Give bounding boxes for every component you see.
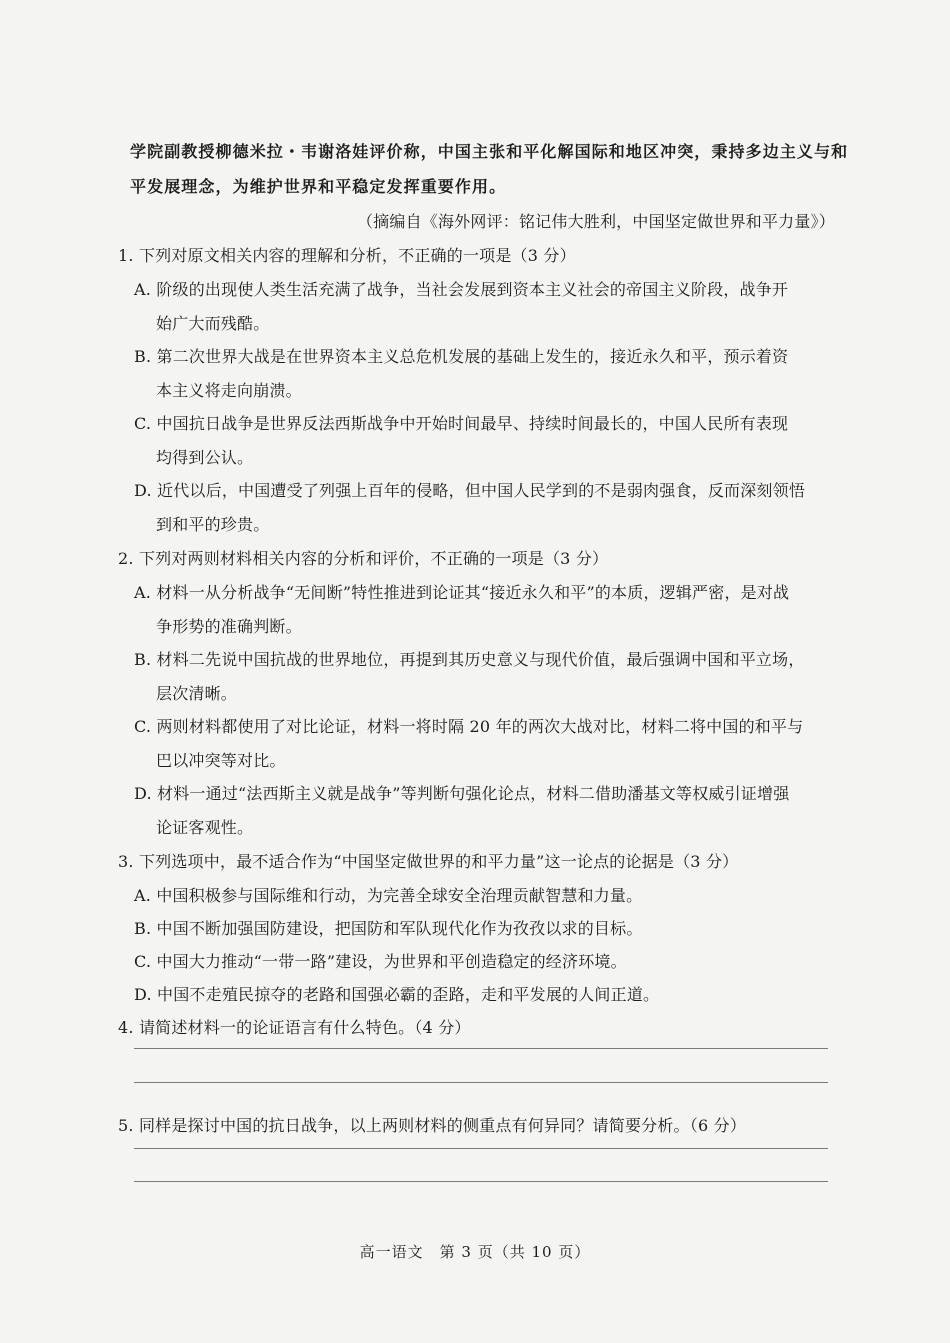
- question-5-stem: 5. 同样是探讨中国的抗日战争，以上两则材料的侧重点有何异同？请简要分析。（6 分）: [118, 1116, 747, 1135]
- q2-option-a: A. 材料一从分析战争“无间断”特性推进到论证其“接近永久和平”的本质，逻辑严密，是对战: [134, 583, 790, 602]
- question-1-stem: 1. 下列对原文相关内容的理解和分析，不正确的一项是（3 分）: [118, 246, 576, 265]
- answer-line-q4-2[interactable]: [134, 1082, 828, 1083]
- page-footer: 高一语文 第 3 页（共 10 页）: [359, 1243, 591, 1261]
- q3-option-d: D. 中国不走殖民掠夺的老路和国强必霸的歪路，走和平发展的人间正道。: [134, 985, 660, 1004]
- question-4-stem: 4. 请简述材料一的论证语言有什么特色。（4 分）: [118, 1018, 471, 1037]
- answer-line-q4-1[interactable]: [134, 1048, 828, 1049]
- intro-line-1: 学院副教授柳德米拉・韦谢洛娃评价称，中国主张和平化解国际和地区冲突，秉持多边主义与和: [130, 142, 849, 161]
- q2-option-b: B. 材料二先说中国抗战的世界地位，再提到其历史意义与现代价值，最后强调中国和平立场，: [134, 650, 805, 669]
- q1-option-d: D. 近代以后，中国遭受了列强上百年的侵略，但中国人民学到的不是弱肉强食，反而深刻领悟: [134, 481, 806, 500]
- q3-option-a: A. 中国积极参与国际维和行动，为完善全球安全治理贡献智慧和力量。: [134, 886, 643, 905]
- q3-option-b: B. 中国不断加强国防建设，把国防和军队现代化作为孜孜以求的目标。: [134, 919, 643, 938]
- q3-option-c: C. 中国大力推动“一带一路”建设，为世界和平创造稳定的经济环境。: [134, 952, 627, 971]
- q1-option-a: A. 阶级的出现使人类生活充满了战争，当社会发展到资本主义社会的帝国主义阶段，战争开: [134, 280, 789, 299]
- question-3-stem: 3. 下列选项中，最不适合作为“中国坚定做世界的和平力量”这一论点的论据是（3 分）: [118, 852, 739, 871]
- q1-option-c: C. 中国抗日战争是世界反法西斯战争中开始时间最早、持续时间最长的，中国人民所有表现: [134, 414, 789, 433]
- q1-option-b: B. 第二次世界大战是在世界资本主义总危机发展的基础上发生的，接近永久和平，预示着资: [134, 347, 789, 366]
- q2-option-d: D. 材料一通过“法西斯主义就是战争”等判断句强化论点，材料二借助潘基文等权威引证增强: [134, 784, 790, 803]
- q1-option-b-cont: 本主义将走向崩溃。: [156, 381, 302, 400]
- q2-option-a-cont: 争形势的准确判断。: [156, 617, 302, 636]
- q1-option-c-cont: 均得到公认。: [156, 448, 254, 467]
- q1-option-a-cont: 始广大而残酷。: [156, 314, 270, 333]
- q2-option-b-cont: 层次清晰。: [156, 684, 238, 703]
- answer-line-q5-2[interactable]: [134, 1181, 828, 1182]
- q2-option-c: C. 两则材料都使用了对比论证，材料一将时隔 20 年的两次大战对比，材料二将中国的和平与: [134, 717, 804, 736]
- q1-option-d-cont: 到和平的珍贵。: [156, 515, 270, 534]
- q2-option-d-cont: 论证客观性。: [156, 818, 254, 837]
- source-citation: （摘编自《海外网评：铭记伟大胜利，中国坚定做世界和平力量》）: [356, 212, 835, 231]
- question-2-stem: 2. 下列对两则材料相关内容的分析和评价，不正确的一项是（3 分）: [118, 549, 609, 568]
- q2-option-c-cont: 巴以冲突等对比。: [156, 751, 286, 770]
- intro-line-2: 平发展理念，为维护世界和平稳定发挥重要作用。: [130, 177, 507, 196]
- answer-line-q5-1[interactable]: [134, 1148, 828, 1149]
